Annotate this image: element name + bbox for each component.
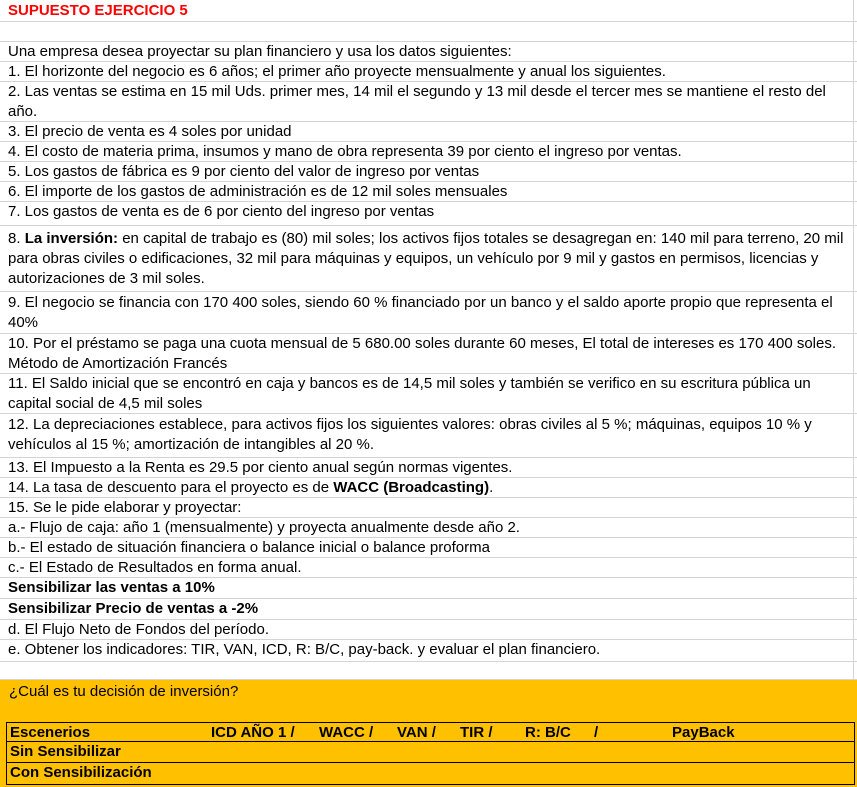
item-6-cell[interactable]: 6. El importe de los gastos de administración es de 12 mil soles mensuales <box>0 182 857 202</box>
item-2-cell[interactable]: 2. Las ventas se estima en 15 mil Uds. primer mes, 14 mil el segundo y 13 mil desde el tercer mes se mantiene el resto del año. <box>0 82 857 122</box>
item-15-cell[interactable]: 15. Se le pide elaborar y proyectar: <box>0 498 857 518</box>
header-escenarios: Escenerios <box>10 724 91 741</box>
sub-d-cell[interactable]: d. El Flujo Neto de Fondos del período. <box>0 620 857 640</box>
item-10-cell[interactable]: 10. Por el préstamo se paga una cuota mensual de 5 680.00 soles durante 60 meses, El total de intereses es 170 400 soles. Método de Amortización Francés <box>0 334 857 374</box>
item-14-prefix: 14. La tasa de descuento para el proyecto es de <box>8 479 334 496</box>
header-wacc: WACC / <box>319 724 374 741</box>
empty-row[interactable] <box>0 662 857 680</box>
header-van: VAN / <box>397 724 436 741</box>
sub-b-cell[interactable]: b.- El estado de situación financiera o balance inicial o balance proforma <box>0 538 857 558</box>
header-icd: ICD AÑO 1 / <box>211 724 295 741</box>
intro-cell[interactable]: Una empresa desea proyectar su plan financiero y usa los datos siguientes: <box>0 42 857 62</box>
item-4-cell[interactable]: 4. El costo de materia prima, insumos y mano de obra representa 39 por ciento el ingreso por ventas. <box>0 142 857 162</box>
sensitivity-price-cell[interactable]: Sensibilizar Precio de ventas a -2% <box>0 599 857 620</box>
item-14-suffix: . <box>489 479 494 496</box>
item-14-cell[interactable] <box>0 478 857 498</box>
sub-a-cell[interactable]: a.- Flujo de caja: año 1 (mensualmente) y proyecta anualmente desde año 2. <box>0 518 857 538</box>
header-payback: PayBack <box>672 724 735 741</box>
header-tir: TIR / <box>460 724 493 741</box>
item-8-cell[interactable] <box>0 226 857 292</box>
item-1-cell[interactable]: 1. El horizonte del negocio es 6 años; el primer año proyecte mensualmente y anual los siguientes. <box>0 62 857 82</box>
header-slash: / <box>594 724 599 741</box>
item-7-cell[interactable]: 7. Los gastos de venta es de 6 por ciento del ingreso por ventas <box>0 202 857 226</box>
header-rbc: R: B/C <box>525 724 571 741</box>
scenario-row-con[interactable]: Con Sensibilización <box>6 763 855 785</box>
sub-c-cell[interactable]: c.- El Estado de Resultados en forma anual. <box>0 558 857 578</box>
sheet-title[interactable]: SUPUESTO EJERCICIO 5 <box>0 0 857 22</box>
item-5-cell[interactable]: 5. Los gastos de fábrica es 9 por ciento del valor de ingreso por ventas <box>0 162 857 182</box>
sub-e-cell[interactable]: e. Obtener los indicadores: TIR, VAN, ICD, R: B/C, pay-back. y evaluar el plan financiero. <box>0 640 857 662</box>
scenario-row-sin[interactable]: Sin Sensibilizar <box>6 742 855 763</box>
scenario-header-row[interactable] <box>6 722 855 742</box>
item-9-cell[interactable]: 9. El negocio se financia con 170 400 soles, siendo 60 % financiado por un banco y el saldo aporte propio que representa el 40% <box>0 292 857 334</box>
decision-question[interactable]: ¿Cuál es tu decisión de inversión? <box>9 683 239 700</box>
decision-panel <box>0 680 857 787</box>
item-11-cell[interactable]: 11. El Saldo inicial que se encontró en caja y bancos es de 14,5 mil soles y también se verifico en su escritura pública un capital social de 4,5 mil soles <box>0 374 857 414</box>
item-8-bold: La inversión: <box>24 230 119 247</box>
sensitivity-sales-cell[interactable]: Sensibilizar las ventas a 10% <box>0 578 857 599</box>
empty-row[interactable] <box>0 22 857 42</box>
item-13-cell[interactable]: 13. El Impuesto a la Renta es 29.5 por ciento anual según normas vigentes. <box>0 458 857 478</box>
item-14-bold: WACC (Broadcasting) <box>333 479 490 496</box>
item-12-cell[interactable]: 12. La depreciaciones establece, para activos fijos los siguientes valores: obras civiles al 5 %; máquinas, equipos 10 % y vehículos al 15 %; amortización de intangibles al 20 %. <box>0 414 857 458</box>
item-3-cell[interactable]: 3. El precio de venta es 4 soles por unidad <box>0 122 857 142</box>
item-8-prefix: 8. <box>8 230 25 247</box>
item-8-text: en capital de trabajo es (80) mil soles; los activos fijos totales se desagregan en: 140 mil para terreno, 20 mil para obras civiles o edificaciones, 32 mil para máquinas y equipos, un vehículo por 9 mil y gastos en permisos, licencias y autorizaciones de 3 mil soles. <box>8 230 844 287</box>
